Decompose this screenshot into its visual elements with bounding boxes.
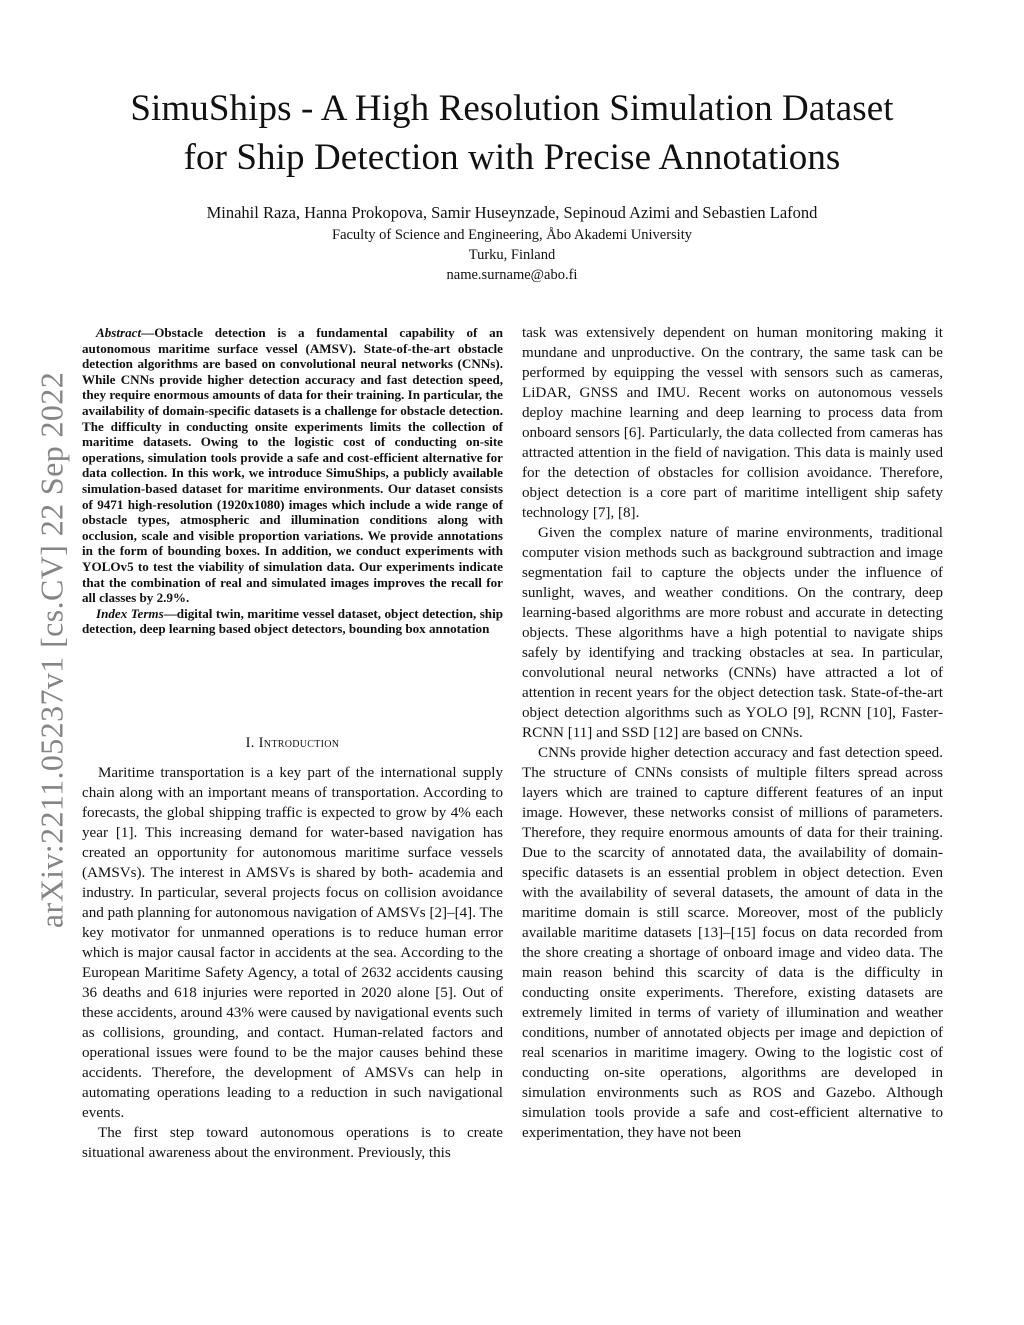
abstract-label: Abstract <box>96 325 142 340</box>
paragraph: Given the complex nature of marine environments, traditional computer vision methods such as background subtraction and image segmentation fail to capture the objects under the influence of sunlight, waves, and weather conditions. On the contrary, deep learning-based algorithms are more robust and accurate in detecting objects. These algorithms have a high potential to navigate ships safely by identifying and tracking obstacles at sea. In particular, convolutional neural networks (CNNs) have attracted a lot of attention in recent years for the object detection task. State-of-the-art object detection algorithms such as YOLO [9], RCNN [10], Faster-RCNN [11] and SSD [12] are based on CNNs. <box>522 525 943 741</box>
title-line-2: for Ship Detection with Precise Annotations <box>183 137 841 178</box>
index-terms-label: Index Terms <box>96 605 164 621</box>
contact-email: name.surname@abo.fi <box>446 267 578 283</box>
paragraph: Maritime transportation is a key part of the international supply chain along with an important means of transportation. According to forecasts, the global shipping traffic is expected to grow by 4% each year [1]. This increasing demand for water-based navigation has created an opportunity for autonomous maritime surface vessels (AMSVs). The interest in AMSVs is shared by both- academia and industry. In particular, several projects focus on collision avoidance and path planning for autonomous navigation of AMSVs [2]–[4]. The key motivator for unmanned operations is to reduce human error which is major causal factor in accidents at the sea. According to the European Maritime Safety Agency, a total of 2632 accidents causing 36 deaths and 618 injuries were reported in 2020 alone [5]. Out of these accidents, around 43% were caused by navigational events such as collisions, grounding, and contact. Human-related factors and operational issues were found to be the major causes behind these accidents. Therefore, the development of AMSVs can help in automating operations leading to a reduction in such navigational events. <box>82 765 503 1121</box>
title-line-1: SimuShips - A High Resolution Simulation Dataset <box>130 88 894 129</box>
abstract-text: —Obstacle detection is a fundamental capability of an autonomous maritime surface vessel (AMSV). State-of-the-art obstacle detection algorithms are based on convolutional neural networks (CNNs). While CNNs provide higher detection accuracy and fast detection speed, they require enormous amounts of data for their training. In particular, the availability of domain-specific datasets is a challenge for obstacle detection. The difficulty in conducting onsite experiments limits the collection of maritime datasets. Owing to the logistic cost of conducting on-site operations, simulation tools provide a safe and cost-efficient alternative for data collection. In this work, we introduce SimuShips, a publicly available simulation-based dataset for maritime environments. Our dataset consists of 9471 high-resolution (1920x1080) images which include a wide range of obstacle types, atmospheric and illumination conditions along with occlusion, scale and visible proportion variations. We provide annotations in the form of bounding boxes. In addition, we conduct experiments with YOLOv5 to test the viability of simulation data. Our experiments indicate that the combination of real and simulated images improves the recall for all classes by 2.9%. <box>82 325 503 606</box>
section-title: Introduction <box>258 735 340 751</box>
paragraph: task was extensively dependent on human monitoring making it mundane and unproductive. On the contrary, the same task can be performed by equipping the vessel with sensors such as cameras, LiDAR, GNSS and IMU. Recent works on autonomous vessels deploy machine learning and deep learning to process data from onboard sensors [6]. Particularly, the data collected from cameras has attracted attention in the field of navigation. This data is mainly used for the detection of obstacles for collision avoidance. Therefore, object detection is a core part of maritime intelligent ship safety technology [7], [8]. <box>522 325 943 521</box>
arxiv-id-text: arXiv:2211.05237v1 [cs.CV] 22 Sep 2022 <box>33 371 70 929</box>
section-number: I. <box>245 735 255 751</box>
arxiv-side-identifier <box>26 350 78 950</box>
right-column-body <box>522 323 943 1143</box>
abstract-block <box>82 325 503 637</box>
paragraph: CNNs provide higher detection accuracy and fast detection speed. The structure of CNNs consists of multiple filters spread across layers which are trained to capture different features of an input image. However, these networks consist of millions of parameters. Therefore, they require enormous amounts of data for their training. Due to the scarcity of annotated data, the availability of domain-specific datasets is an essential problem in object detection. Even with the availability of several datasets, the amount of data in the maritime domain is still scarce. Moreover, most of the publicly available maritime datasets [13]–[15] focus on data recorded from the shore creating a shortage of onboard image and video data. The main reason behind this scarcity of data is the difficulty in conducting onsite experiments. Therefore, existing datasets are extremely limited in terms of variety of illumination and weather conditions, number of annotated objects per image and depiction of real scenarios in maritime imagery. Owing to the logistic cost of conducting on-site operations, algorithms are developed in simulation environments such as ROS and Gazebo. Although simulation tools provide a safe and cost-efficient alternative to experimentation, they have not been <box>522 745 943 1141</box>
index-terms-paragraph <box>82 606 503 637</box>
section-heading-introduction <box>82 735 503 752</box>
index-terms-text: —digital twin, maritime vessel dataset, object detection, ship detection, deep learning based object detectors, bounding box annotation <box>82 605 503 637</box>
left-column-body <box>82 763 503 1163</box>
abstract-paragraph <box>82 325 503 606</box>
author-list: Minahil Raza, Hanna Prokopova, Samir Huseynzade, Sepinoud Azimi and Sebastien Lafond <box>206 203 818 222</box>
paper-title <box>60 84 964 182</box>
location: Turku, Finland <box>468 247 556 263</box>
affiliation: Faculty of Science and Engineering, Åbo Akademi University <box>332 227 692 243</box>
paragraph: The first step toward autonomous operations is to create situational awareness about the environment. Previously, this <box>82 1125 503 1161</box>
